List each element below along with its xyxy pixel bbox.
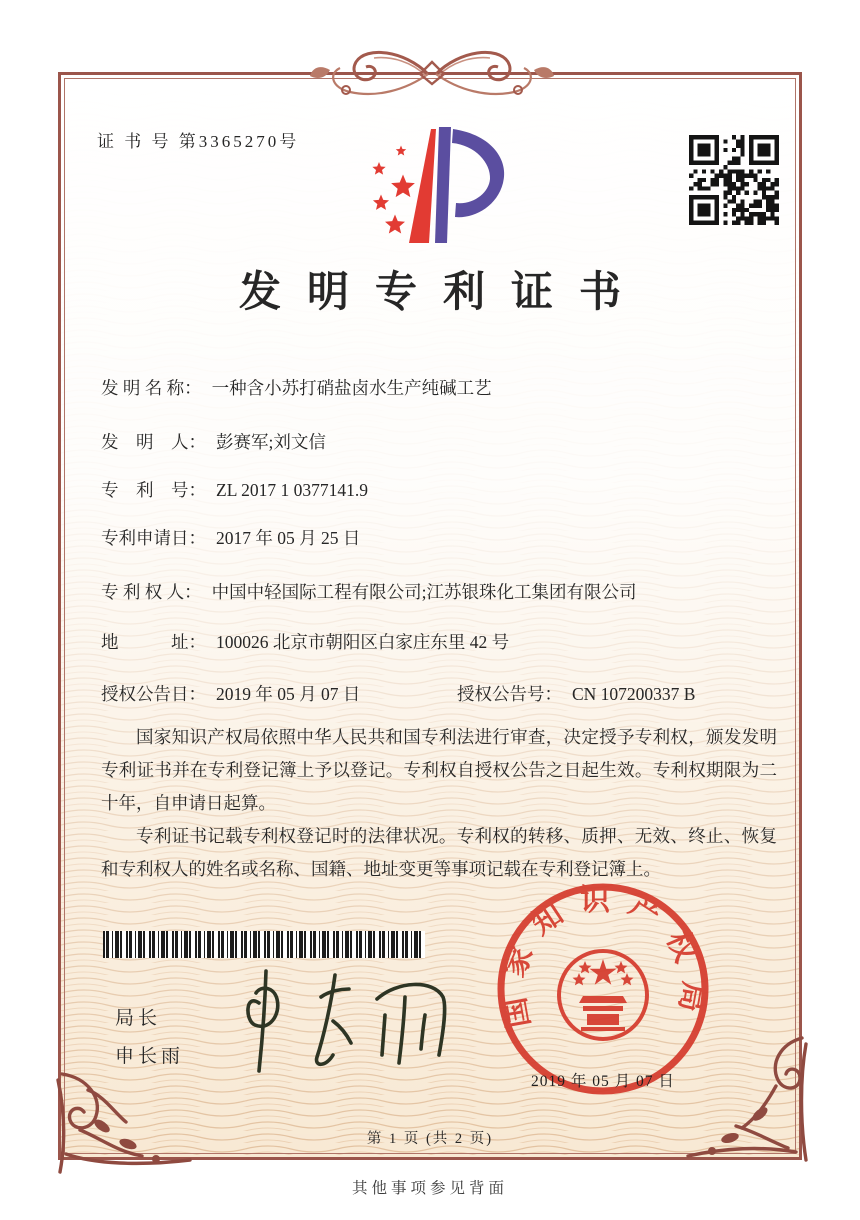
field-value: 彭赛军;刘文信 [216, 432, 326, 452]
field-value: CN 107200337 B [572, 684, 696, 704]
field-label: 授权公告日： [101, 684, 206, 704]
field-grant-date [101, 681, 360, 706]
seal-ring-text: 国家知识产权局 [495, 884, 711, 1031]
director-signature-icon [229, 963, 459, 1083]
field-label: 专 利 号： [101, 480, 206, 500]
field-label: 发 明 名 称： [101, 378, 202, 398]
bottom-left-flourish-icon [44, 1068, 194, 1180]
cnipa-logo-icon [343, 121, 523, 247]
field-label: 授权公告号： [457, 684, 562, 704]
official-seal [491, 877, 715, 1101]
bottom-right-flourish-icon [684, 1030, 814, 1170]
legal-paragraph-1: 国家知识产权局依照中华人民共和国专利法进行审查，决定授予专利权，颁发发明专利证书并在专利登记簿上予以登记。专利权自授权公告之日起生效。专利权期限为二十年，自申请日起算。 [101, 727, 777, 813]
field-grant-number [457, 681, 695, 706]
page-number: 第 1 页 (共 2 页) [366, 1131, 494, 1147]
field-value: 100026 北京市朝阳区白家庄东里 42 号 [216, 632, 510, 652]
seal-date: 2019 年 05 月 07 日 [531, 1073, 675, 1090]
field-invention-name [101, 375, 492, 400]
field-label: 专利申请日： [101, 528, 206, 548]
legal-paragraph-2: 专利证书记载专利权登记时的法律状况。专利权的转移、质押、无效、终止、恢复和专利权人的姓名或名称、国籍、地址变更等事项记载在专利登记簿上。 [101, 826, 777, 879]
field-value: 一种含小苏打硝盐卤水生产纯碱工艺 [211, 378, 492, 398]
field-patent-number [101, 477, 368, 502]
legal-text-block [101, 721, 777, 886]
barcode [103, 931, 425, 958]
field-filing-date [101, 525, 360, 550]
director-name: 申长雨 [115, 1046, 185, 1067]
field-value: 2017 年 05 月 25 日 [216, 528, 361, 548]
field-patentee [101, 579, 637, 604]
top-border-ornament-icon [300, 40, 564, 106]
field-label: 专 利 权 人： [101, 582, 202, 602]
field-value: 中国中轻国际工程有限公司;江苏银珠化工集团有限公司 [211, 582, 637, 602]
certificate-frame [58, 72, 802, 1160]
field-label: 发 明 人： [101, 432, 206, 452]
field-value: ZL 2017 1 0377141.9 [216, 480, 368, 500]
qr-code [689, 135, 779, 225]
field-inventors [101, 429, 326, 454]
field-label: 地 址： [101, 632, 206, 652]
director-title: 局长 [115, 1008, 162, 1029]
certificate-title: 发明专利证书 [238, 270, 647, 316]
back-side-note: 其他事项参见背面 [351, 1180, 508, 1197]
certificate-number: 证 书 号 第3365270号 [97, 132, 300, 151]
field-value: 2019 年 05 月 07 日 [216, 684, 361, 704]
field-address [101, 629, 509, 654]
